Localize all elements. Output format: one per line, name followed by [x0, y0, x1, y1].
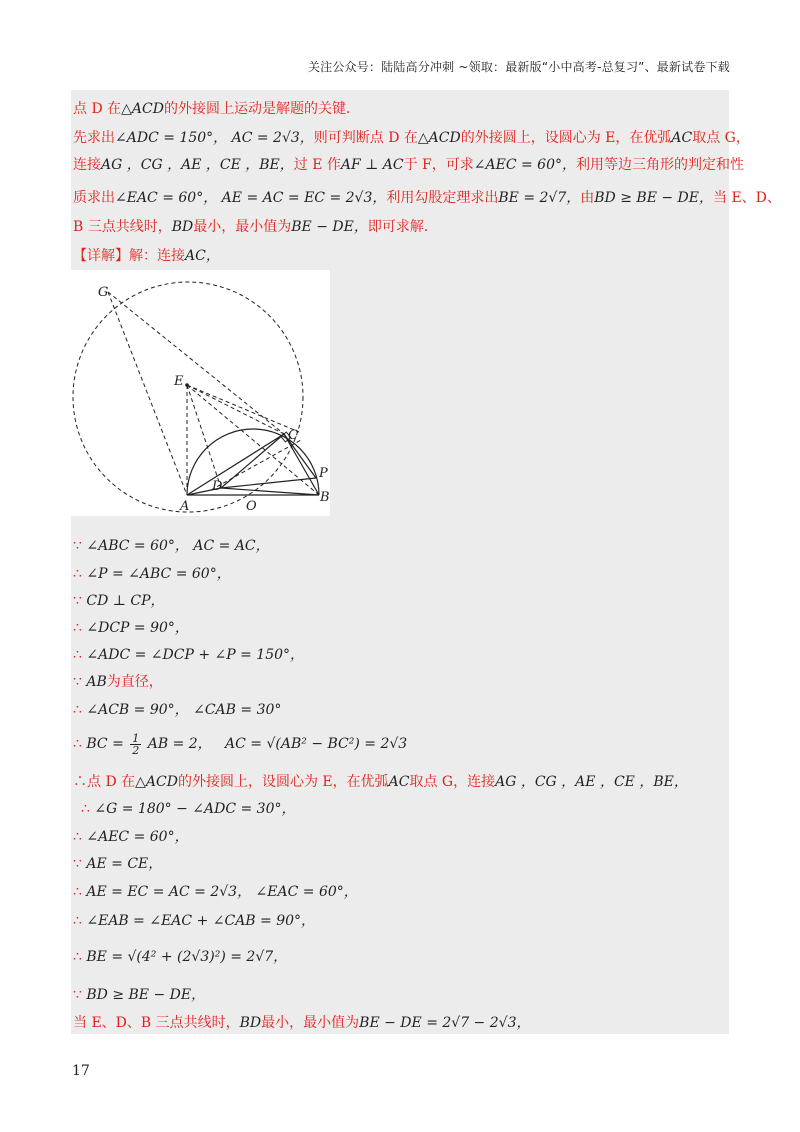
step-7: ∴ ∠ACB = 90°， ∠CAB = 30°: [73, 702, 282, 718]
analysis-line-1: 点 D 在△ACD的外接圆上运动是解题的关键．: [73, 101, 360, 117]
segment-DB: [221, 488, 319, 495]
label-G: G: [98, 285, 109, 300]
dashed-EB: [187, 385, 319, 495]
step-3: ∵ CD ⊥ CP，: [73, 593, 165, 609]
analysis-line-3: 连接AG ，CG ，AE ，CE ，BE，过 E 作AF ⊥ AC于 F，可求∠AEC = 60°，利用等边三角形的判定和性: [73, 157, 744, 173]
label-C: C: [288, 428, 298, 443]
step-4: ∴ ∠DCP = 90°，: [73, 620, 189, 636]
step-15: ∴ BE = √(4² + (2√3)²) = 2√7，: [73, 949, 288, 965]
step-13: ∴ AE = EC = AC = 2√3， ∠EAC = 60°，: [73, 884, 358, 900]
step-1: ∵ ∠ABC = 60°， AC = AC，: [73, 538, 270, 554]
geometry-figure: [71, 270, 330, 516]
step-6: ∵ AB为直径，: [73, 674, 163, 690]
geometry-diagram: [71, 270, 330, 516]
fraction: $\frac{1}{2}$: [132, 731, 140, 757]
page-number: 17: [72, 1063, 90, 1079]
analysis-line-2: 先求出∠ADC = 150°， AC = 2√3，则可判断点 D 在△ACD的外接圆上，设圆心为 E，在优弧AC取点 G，: [73, 130, 750, 146]
label-D: D: [212, 479, 223, 494]
step-9: ∴点 D 在△ACD的外接圆上，设圆心为 E，在优弧AC取点 G，连接AG ，CG ，AE ，CE ，BE，: [73, 774, 688, 790]
step-2: ∴ ∠P = ∠ABC = 60°，: [73, 566, 231, 582]
circumcircle: [73, 282, 303, 512]
analysis-line-5: B 三点共线时，BD最小，最小值为BE − DE，即可求解．: [73, 219, 438, 235]
label-B: B: [320, 490, 330, 505]
dashed-GA: [108, 292, 187, 495]
page-header: 关注公众号：陆陆高分冲刺 ~领取：最新版“小中高考-总复习”、最新试卷下载: [307, 60, 730, 74]
label-A: A: [180, 499, 190, 514]
step-16: ∵ BD ≥ BE − DE，: [73, 987, 206, 1003]
step-14: ∴ ∠EAB = ∠EAC + ∠CAB = 90°，: [73, 913, 316, 929]
dashed-DCext: [211, 440, 301, 490]
step-12: ∵ AE = CE，: [73, 856, 163, 872]
label-P: P: [319, 466, 328, 481]
label-O: O: [246, 499, 257, 514]
label-E: E: [174, 374, 184, 389]
point-E: [185, 383, 189, 387]
step-10: ∴ ∠G = 180° − ∠ADC = 30°，: [81, 801, 296, 817]
dashed-ED: [187, 385, 221, 488]
analysis-line-4: 质求出∠EAC = 60°， AE = AC = EC = 2√3，利用勾股定理求出BE = 2√7，由BD ≥ BE − DE，当 E、D、: [73, 190, 781, 206]
step-11: ∴ ∠AEC = 60°，: [73, 829, 189, 845]
dashed-ECext: [187, 385, 299, 432]
segment-DC: [221, 434, 284, 488]
step-8: ∴ BC = $\frac{1}{2}$ AB = 2， AC = √(AB² − BC²) = 2√3: [73, 731, 408, 757]
detail-heading: 【详解】解：连接AC，: [73, 248, 220, 264]
step-final: 当 E、D、B 三点共线时，BD最小，最小值为BE − DE = 2√7 − 2√3，: [73, 1015, 531, 1031]
solution-box: [71, 90, 781, 1034]
segment-CB: [284, 434, 319, 495]
segment-AC: [187, 434, 284, 495]
step-5: ∴ ∠ADC = ∠DCP + ∠P = 150°，: [73, 647, 305, 663]
dashed-EC: [187, 385, 284, 434]
